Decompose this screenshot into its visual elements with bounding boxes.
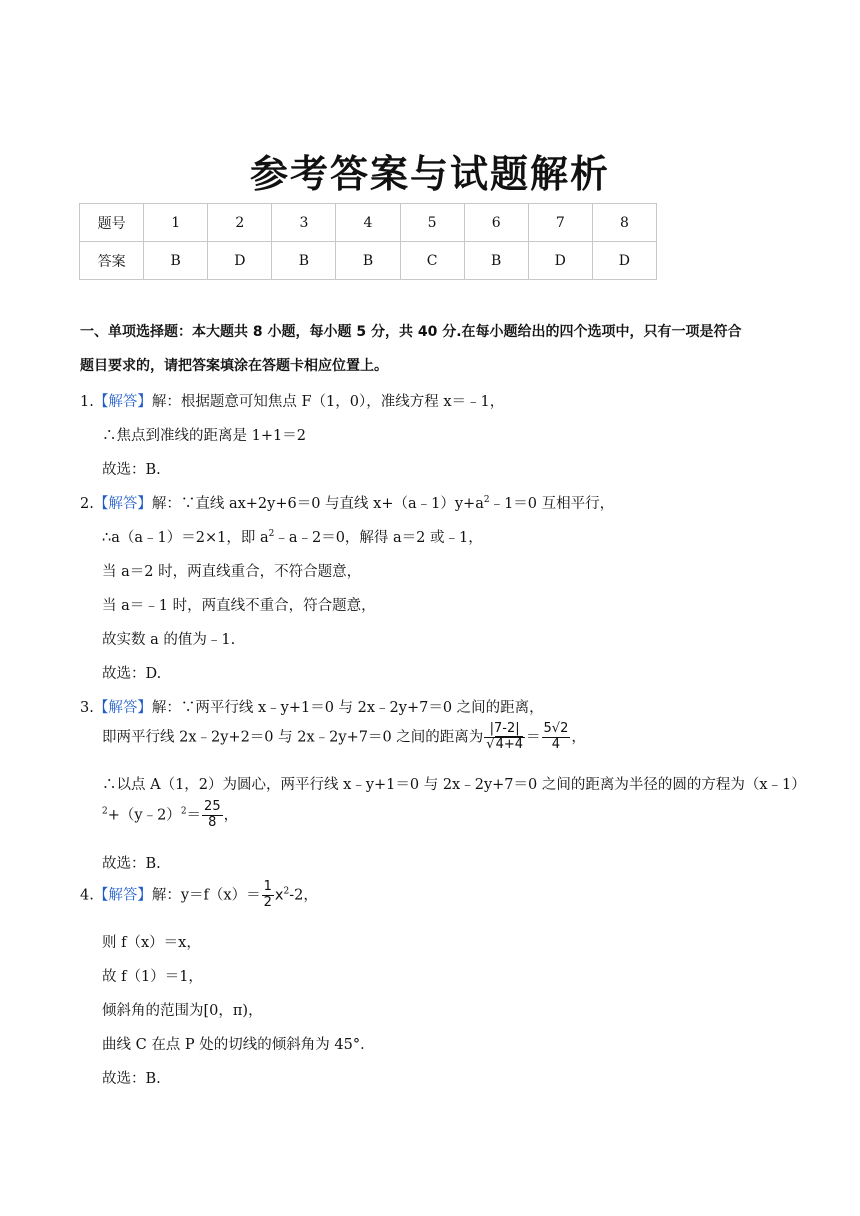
fraction-numerator: 1 [263,879,272,894]
table-cell: D [208,242,272,280]
answer-tag: 【解答】 [93,887,152,904]
q4-line6: 故选：B. [102,1071,161,1087]
result-fraction [542,722,571,753]
table-cell: B [336,242,400,280]
radius-squared-fraction [202,800,223,831]
equals-sign: ＝ [526,729,541,746]
q2-text: 解：∵直线 ax+2y+6＝0 与直线 x+（a﹣1）y+a [151,496,484,512]
table-cell: 6 [464,204,528,242]
q2-text: ﹣a﹣2＝0，解得 a＝2 或﹣1， [274,530,483,546]
q4-text: 解：y＝f（x）＝ [151,887,261,904]
q4-line5: 曲线 C 在点 P 处的切线的倾斜角为 45°． [102,1037,375,1053]
superscript: 2 [283,886,290,897]
table-cell: 2 [208,204,272,242]
section-heading-line2: 题目要求的，请把答案填涂在答题卡相应位置上。 [80,358,388,374]
q1-line1 [80,390,504,411]
section-heading-line1: 一、单项选择题：本大题共 8 小题，每小题 5 分，共 40 分.在每小题给出的四个选项中，只有一项是符合 [80,324,742,340]
q3-text: 即两平行线 2x﹣2y+2＝0 与 2x﹣2y+7＝0 之间的距离为 [102,729,484,746]
answer-tag: 【解答】 [93,394,152,410]
superscript: 2 [268,529,275,540]
sqrt-radicand: 4+4 [495,736,524,752]
q3-line4 [102,800,238,831]
q4-line3: 故 f（1）＝1， [102,969,203,985]
q3-text: +（y﹣2） [107,807,181,824]
q2-line1 [80,492,614,513]
punctuation: ， [571,729,586,746]
table-cell: C [400,242,464,280]
q3-text: 解：∵两平行线 x﹣y+1＝0 与 2x﹣2y+7＝0 之间的距离， [151,700,544,716]
punctuation: ， [223,807,239,824]
table-cell: D [592,242,656,280]
table-cell: 3 [272,204,336,242]
question-number: 2. [80,496,94,512]
table-header-cell: 答案 [80,242,144,280]
equals-sign: ＝ [186,807,202,824]
table-cell: 7 [528,204,592,242]
table-cell: B [272,242,336,280]
table-cell: 1 [144,204,208,242]
q1-text: 解：根据题意可知焦点 F（1，0），准线方程 x＝﹣1， [151,394,505,410]
fraction-numerator: 5√2 [543,721,569,736]
q1-line3: 故选：B. [102,462,161,478]
fraction-denominator: 8 [208,814,217,830]
table-cell: 8 [592,204,656,242]
table-row-answers [80,242,657,280]
answer-tag: 【解答】 [93,700,152,716]
table-cell: 4 [336,204,400,242]
q2-text: ∴a（a﹣1）＝2×1，即 a [102,530,269,546]
table-cell: D [528,242,592,280]
q2-line2 [102,526,483,547]
superscript: 2 [483,495,490,506]
question-number: 4. [80,887,94,904]
q4-line2: 则 f（x）＝x， [102,935,201,951]
fraction-denominator: √4+4 [486,736,524,752]
question-number: 1. [80,394,94,410]
half-fraction [262,880,274,911]
q4-line4: 倾斜角的范围为[0，π)， [102,1003,263,1019]
q2-line6: 故选：D. [102,666,162,682]
table-cell: B [464,242,528,280]
q3-line3: ∴以点 A（1，2）为圆心，两平行线 x﹣y+1＝0 与 2x﹣2y+7＝0 之间的距离为半径的圆的方程为（x﹣1） [102,777,806,793]
q2-line5: 故实数 a 的值为﹣1. [102,632,236,648]
fraction-numerator: |7-2| [484,722,525,738]
question-number: 3. [80,700,94,716]
fraction-denominator: 4 [551,736,561,752]
answer-table [79,203,657,280]
q1-line2: ∴焦点到准线的距离是 1+1＝2 [102,428,306,444]
page-title: 参考答案与试题解析 [249,152,610,196]
table-cell: 5 [400,204,464,242]
q2-line4: 当 a＝﹣1 时，两直线不重合，符合题意， [102,598,376,614]
superscript: 2 [180,806,187,817]
table-cell: B [144,242,208,280]
fraction-denominator: 2 [263,894,272,910]
superscript: 2 [102,806,108,817]
fraction-numerator: 25 [204,799,221,814]
distance-fraction [484,722,525,753]
q3-line1 [80,696,544,717]
q4-text: -2， [289,887,318,904]
q4-line1 [80,880,318,911]
q3-line5: 故选：B. [102,856,161,872]
q2-text: ﹣1＝0 互相平行， [489,496,615,512]
table-header-cell: 题号 [80,204,144,242]
q2-line3: 当 a＝2 时，两直线重合，不符合题意， [102,564,362,580]
table-row-numbers [80,204,657,242]
q3-line2 [102,722,586,753]
q4-text: x [274,887,284,904]
answer-tag: 【解答】 [93,496,152,512]
